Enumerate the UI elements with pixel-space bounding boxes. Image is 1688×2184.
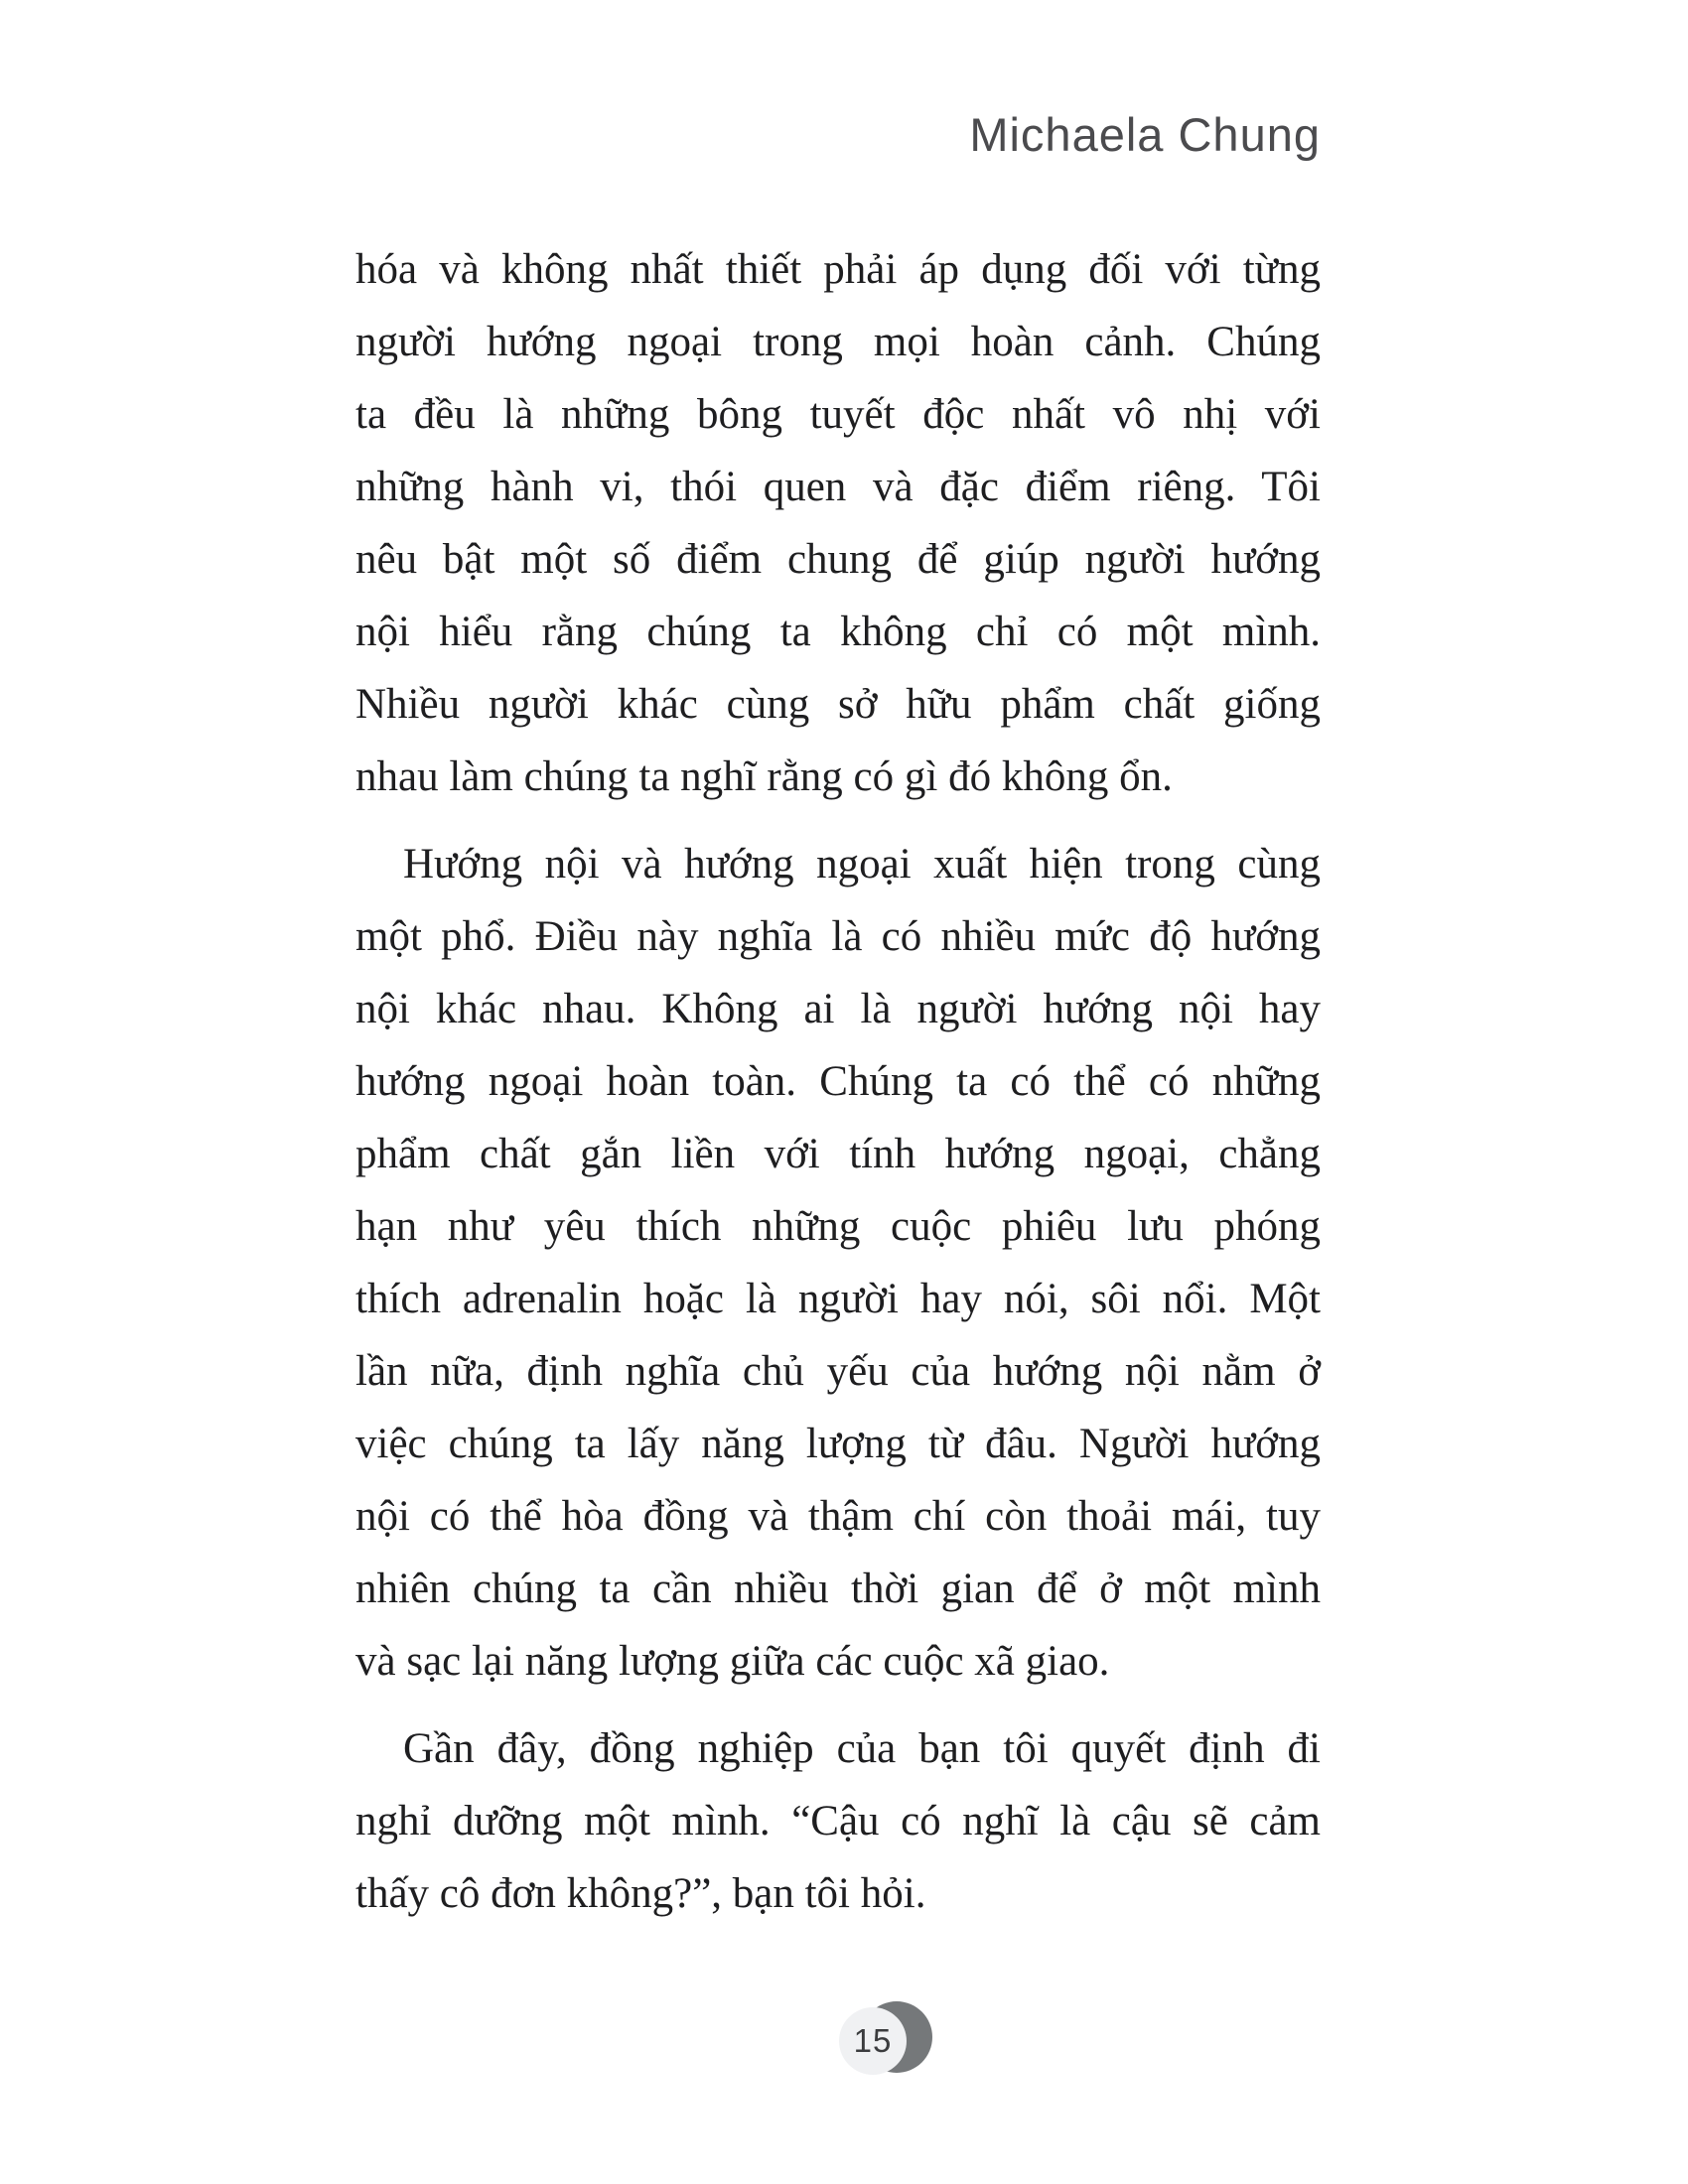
text-line: người hướng ngoại trong mọi hoàn cảnh. Chúng: [355, 319, 1321, 365]
text-line: việc chúng ta lấy năng lượng từ đâu. Người hướng: [355, 1421, 1321, 1467]
page-number-badge: [839, 2001, 933, 2077]
text-line: và sạc lại năng lượng giữa các cuộc xã giao.: [355, 1638, 1110, 1685]
text-line: Gần đây, đồng nghiệp của bạn tôi quyết định đi: [403, 1725, 1321, 1772]
text-line: hướng ngoại hoàn toàn. Chúng ta có thể có những: [355, 1058, 1321, 1105]
text-line: nhau làm chúng ta nghĩ rằng có gì đó không ổn.: [355, 753, 1173, 800]
text-line: phẩm chất gắn liền với tính hướng ngoại, chẳng: [355, 1131, 1321, 1177]
text-line: nội có thể hòa đồng và thậm chí còn thoải mái, tuy: [355, 1493, 1321, 1540]
text-line: ta đều là những bông tuyết độc nhất vô nhị với: [355, 391, 1321, 438]
text-line: thấy cô đơn không?”, bạn tôi hỏi.: [355, 1870, 926, 1917]
text-line: lần nữa, định nghĩa chủ yếu của hướng nội nằm ở: [355, 1348, 1321, 1395]
page-number: 15: [853, 2022, 893, 2059]
text-line: thích adrenalin hoặc là người hay nói, sôi nổi. Một: [355, 1276, 1321, 1322]
text-line: một phổ. Điều này nghĩa là có nhiều mức độ hướng: [355, 913, 1321, 960]
text-line: nội hiểu rằng chúng ta không chỉ có một mình.: [355, 609, 1321, 655]
paragraph: [355, 233, 1321, 813]
text-line: nội khác nhau. Không ai là người hướng nội hay: [355, 986, 1321, 1032]
paragraph: [355, 1712, 1321, 1930]
text-line: hạn như yêu thích những cuộc phiêu lưu phóng: [355, 1203, 1321, 1250]
text-line: hóa và không nhất thiết phải áp dụng đối với từng: [355, 246, 1321, 293]
text-line: Nhiều người khác cùng sở hữu phẩm chất giống: [355, 681, 1321, 728]
page-number-circle: [839, 2007, 907, 2075]
text-column: [355, 233, 1321, 1930]
paragraph: [355, 828, 1321, 1698]
text-line: nêu bật một số điểm chung để giúp người hướng: [355, 536, 1321, 583]
text-line: nhiên chúng ta cần nhiều thời gian để ở một mình: [355, 1566, 1321, 1612]
text-line: nghỉ dưỡng một mình. “Cậu có nghĩ là cậu sẽ cảm: [355, 1798, 1321, 1844]
text-line: những hành vi, thói quen và đặc điểm riêng. Tôi: [355, 464, 1321, 510]
text-line: Hướng nội và hướng ngoại xuất hiện trong cùng: [403, 841, 1321, 887]
running-header-author: Michaela Chung: [969, 108, 1321, 161]
